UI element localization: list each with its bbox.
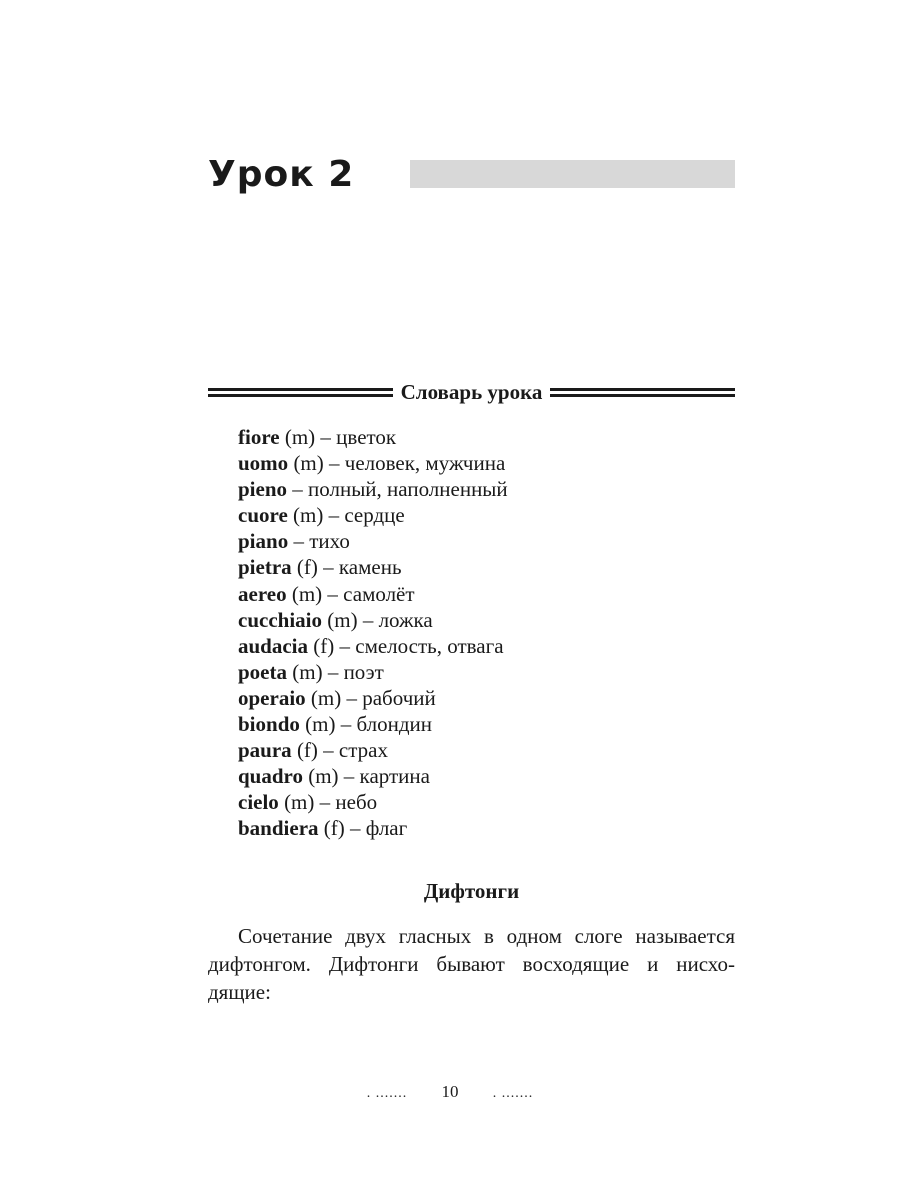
- footer-dots-right: . .......: [492, 1086, 534, 1101]
- vocab-translation: – тихо: [288, 529, 350, 554]
- vocab-entry: [238, 424, 508, 450]
- header-rule-left: [208, 388, 393, 397]
- title-shade-bar: [410, 160, 735, 188]
- vocab-word: cuore: [238, 503, 288, 528]
- vocab-entry: [238, 502, 508, 528]
- vocab-entry: [238, 476, 508, 502]
- vocab-entry: [238, 763, 508, 789]
- vocab-translation: (m) – человек, мужчина: [288, 451, 506, 476]
- header-rule-right: [550, 388, 735, 397]
- vocab-translation: (f) – страх: [291, 738, 388, 763]
- vocab-word: bandiera: [238, 816, 319, 841]
- section-title: Дифтонги: [423, 879, 520, 903]
- vocab-translation: (m) – сердце: [287, 503, 405, 528]
- vocab-word: piano: [238, 529, 289, 554]
- paragraph-line: дифтонгом. Дифтонги бывают восходящие и нисхо-: [208, 952, 735, 976]
- vocab-word: cielo: [238, 790, 279, 815]
- paragraph-line: Сочетание двух гласных в одном слоге называется: [238, 924, 735, 948]
- vocab-translation: (m) – поэт: [287, 659, 384, 684]
- vocab-entry: [238, 685, 508, 711]
- vocab-word: aereo: [238, 581, 287, 606]
- vocab-translation: (m) – самолёт: [286, 581, 415, 606]
- vocab-translation: (m) – рабочий: [305, 685, 436, 710]
- vocab-translation: (f) – смелость, отвага: [308, 633, 504, 658]
- vocabulary-list: [238, 424, 508, 842]
- vocab-translation: (m) – ложка: [322, 607, 433, 632]
- vocab-word: cucchiaio: [238, 607, 322, 632]
- vocab-entry: [238, 528, 508, 554]
- vocab-word: pietra: [238, 555, 292, 580]
- page-footer: [0, 1080, 900, 1106]
- vocab-translation: (f) – флаг: [318, 816, 408, 841]
- page-number: 10: [441, 1082, 459, 1101]
- vocab-translation: (m) – картина: [302, 764, 430, 789]
- vocab-word: pieno: [238, 477, 288, 502]
- vocabulary-header: [208, 376, 735, 408]
- vocab-entry: [238, 581, 508, 607]
- paragraph-line: дящие:: [208, 980, 271, 1004]
- vocab-entry: [238, 789, 508, 815]
- vocab-word: poeta: [238, 659, 287, 684]
- vocab-word: fiore: [238, 425, 280, 449]
- section-paragraph: [208, 922, 735, 1006]
- vocab-entry: [238, 815, 508, 841]
- vocab-translation: (m) – цветок: [279, 425, 397, 449]
- vocab-entry: [238, 554, 508, 580]
- vocab-translation: (f) – камень: [291, 555, 402, 580]
- vocab-translation: – полный, наполненный: [287, 477, 508, 502]
- vocab-word: biondo: [238, 712, 300, 737]
- footer-dots-left: . .......: [366, 1086, 408, 1101]
- vocab-entry: [238, 607, 508, 633]
- vocab-entry: [238, 659, 508, 685]
- vocabulary-heading: Словарь урока: [400, 379, 543, 404]
- vocab-entry: [238, 711, 508, 737]
- vocab-entry: [238, 450, 508, 476]
- vocab-word: operaio: [238, 685, 306, 710]
- vocab-word: paura: [238, 738, 292, 763]
- vocab-entry: [238, 633, 508, 659]
- vocab-translation: (m) – небо: [278, 790, 378, 815]
- vocab-word: audacia: [238, 633, 309, 658]
- vocab-entry: [238, 737, 508, 763]
- vocab-word: uomo: [238, 451, 289, 476]
- vocab-word: quadro: [238, 764, 303, 789]
- lesson-title: Урок 2: [208, 154, 355, 195]
- vocab-translation: (m) – блондин: [299, 712, 432, 737]
